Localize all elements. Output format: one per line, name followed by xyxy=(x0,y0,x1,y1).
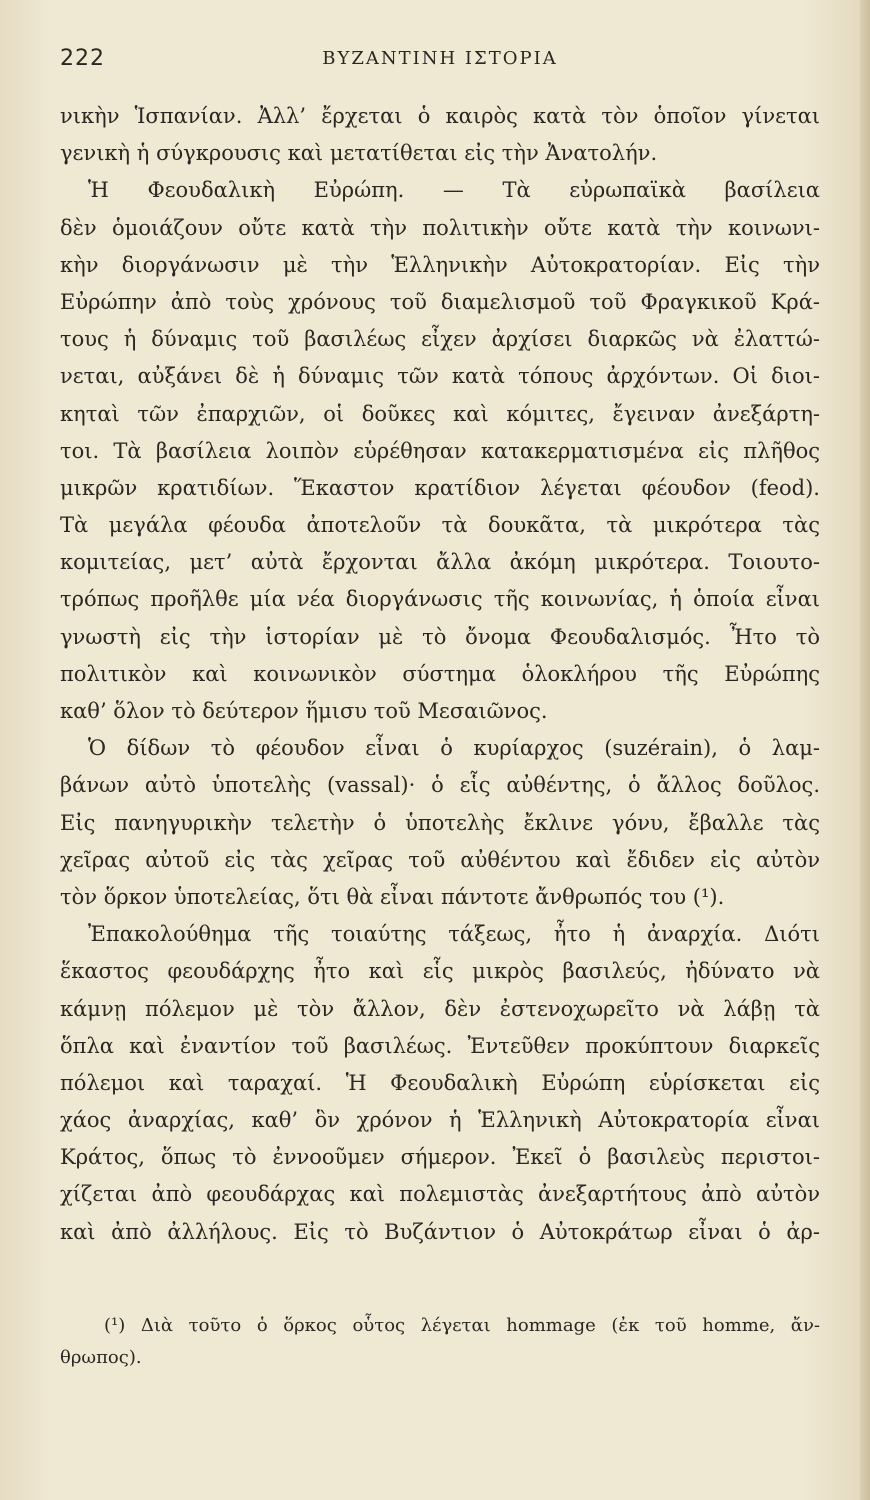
text-line: τὸν ὅρκον ὑποτελείας, ὅτι θὰ εἶναι πάντοτε ἄνθρωπός του (¹). xyxy=(60,884,725,909)
body-text xyxy=(60,98,820,1251)
text-line: Ἐπακολούθημα τῆς τοιαύτης τάξεως, ἦτο ἡ ἀναρχία. Διότι xyxy=(88,922,820,947)
running-head: ΒΥΖΑΝΤΙΝΗ ΙΣΤΟΡΙΑ xyxy=(322,48,558,69)
text-line: κηταὶ τῶν ἐπαρχιῶν, οἱ δοῦκες καὶ κόμιτες, ἔγειναν ἀνεξάρτη- xyxy=(60,401,820,426)
text-line: Εὐρώπην ἀπὸ τοὺς χρόνους τοῦ διαμελισμοῦ τοῦ Φραγκικοῦ Κρά- xyxy=(60,289,820,314)
text-line: καὶ ἀπὸ ἀλλήλους. Εἰς τὸ Βυζάντιον ὁ Αὐτοκράτωρ εἶναι ὁ ἀρ- xyxy=(60,1219,820,1244)
text-line: Εἰς πανηγυρικὴν τελετὴν ὁ ὑποτελὴς ἔκλινε γόνυ, ἔβαλλε τὰς xyxy=(60,810,820,835)
text-line: χάος ἀναρχίας, καθ’ ὃν χρόνον ἡ Ἑλληνικὴ Αὐτοκρατορία εἶναι xyxy=(60,1108,820,1133)
footnote-line: (¹) Διὰ τοῦτο ὁ ὅρκος οὗτος λέγεται hommage (ἐκ τοῦ homme, ἄν- xyxy=(104,1315,820,1336)
page-header xyxy=(60,46,820,76)
text-line: κομιτείας, μετ’ αὐτὰ ἔρχονται ἄλλα ἀκόμη μικρότερα. Τοιουτο- xyxy=(60,550,820,575)
text-line: τοι. Τὰ βασίλεια λοιπὸν εὑρέθησαν κατακερματισμένα εἰς πλῆθος xyxy=(60,438,820,463)
text-line: κὴν διοργάνωσιν μὲ τὴν Ἑλληνικὴν Αὐτοκρατορίαν. Εἰς τὴν xyxy=(60,252,820,277)
text-line: Κράτος, ὅπως τὸ ἐννοοῦμεν σήμερον. Ἐκεῖ ὁ βασιλεὺς περιστοι- xyxy=(60,1145,820,1170)
text-line: δὲν ὁμοιάζουν οὔτε κατὰ τὴν πολιτικὴν οὔτε κατὰ τὴν κοινωνι- xyxy=(60,215,820,240)
footnote xyxy=(60,1310,820,1374)
section-heading-line: Ἡ Φεουδαλικὴ Εὐρώπη. — Τὰ εὐρωπαϊκὰ βασίλεια xyxy=(88,178,820,203)
text-line: γενικὴ ἡ σύγκρουσις καὶ μετατίθεται εἰς τὴν Ἀνατολήν. xyxy=(60,141,658,166)
text-line: χεῖρας αὐτοῦ εἰς τὰς χεῖρας τοῦ αὐθέντου καὶ ἔδιδεν εἰς αὐτὸν xyxy=(60,847,820,872)
text-line: νικὴν Ἱσπανίαν. Ἀλλ’ ἔρχεται ὁ καιρὸς κατὰ τὸν ὁποῖον γίνεται xyxy=(60,104,820,128)
text-line: μικρῶν κρατιδίων. Ἕκαστον κρατίδιον λέγεται φέουδον (feod). xyxy=(60,475,820,500)
text-line: νεται, αὐξάνει δὲ ἡ δύναμις τῶν κατὰ τόπους ἀρχόντων. Οἱ διοι- xyxy=(60,364,820,389)
text-line: γνωστὴ εἰς τὴν ἱστορίαν μὲ τὸ ὄνομα Φεουδαλισμός. Ἦτο τὸ xyxy=(60,624,820,649)
text-line: τους ἡ δύναμις τοῦ βασιλέως εἶχεν ἀρχίσει διαρκῶς νὰ ἐλαττώ- xyxy=(60,327,820,352)
page-number: 222 xyxy=(60,46,105,71)
text-line: ὅπλα καὶ ἐναντίον τοῦ βασιλέως. Ἐντεῦθεν προκύπτουν διαρκεῖς xyxy=(60,1033,820,1058)
text-line: πόλεμοι καὶ ταραχαί. Ἡ Φεουδαλικὴ Εὐρώπη εὑρίσκεται εἰς xyxy=(60,1070,820,1095)
page-edge xyxy=(860,0,870,1500)
text-line: καθ’ ὅλον τὸ δεύτερον ἥμισυ τοῦ Μεσαιῶνος. xyxy=(60,699,548,723)
text-line: Ὁ δίδων τὸ φέουδον εἶναι ὁ κυρίαρχος (suzérain), ὁ λαμ- xyxy=(88,736,820,761)
text-line: τρόπως προῆλθε μία νέα διοργάνωσις τῆς κοινωνίας, ἡ ὁποία εἶναι xyxy=(60,587,820,612)
text-line: πολιτικὸν καὶ κοινωνικὸν σύστημα ὁλοκλήρου τῆς Εὐρώπης xyxy=(60,661,820,686)
text-line: ἕκαστος φεουδάρχης ἦτο καὶ εἷς μικρὸς βασιλεύς, ἠδύνατο νὰ xyxy=(60,959,820,984)
text-line: κάμνῃ πόλεμον μὲ τὸν ἄλλον, δὲν ἐστενοχωρεῖτο νὰ λάβῃ τὰ xyxy=(60,996,820,1021)
text-line: χίζεται ἀπὸ φεουδάρχας καὶ πολεμιστὰς ἀνεξαρτήτους ἀπὸ αὐτὸν xyxy=(60,1182,820,1207)
text-line: Τὰ μεγάλα φέουδα ἀποτελοῦν τὰ δουκᾶτα, τὰ μικρότερα τὰς xyxy=(60,513,820,538)
footnote-line: θρωπος). xyxy=(60,1347,142,1368)
text-line: βάνων αὐτὸ ὑποτελὴς (vassal)· ὁ εἷς αὐθέντης, ὁ ἄλλος δοῦλος. xyxy=(60,773,820,798)
